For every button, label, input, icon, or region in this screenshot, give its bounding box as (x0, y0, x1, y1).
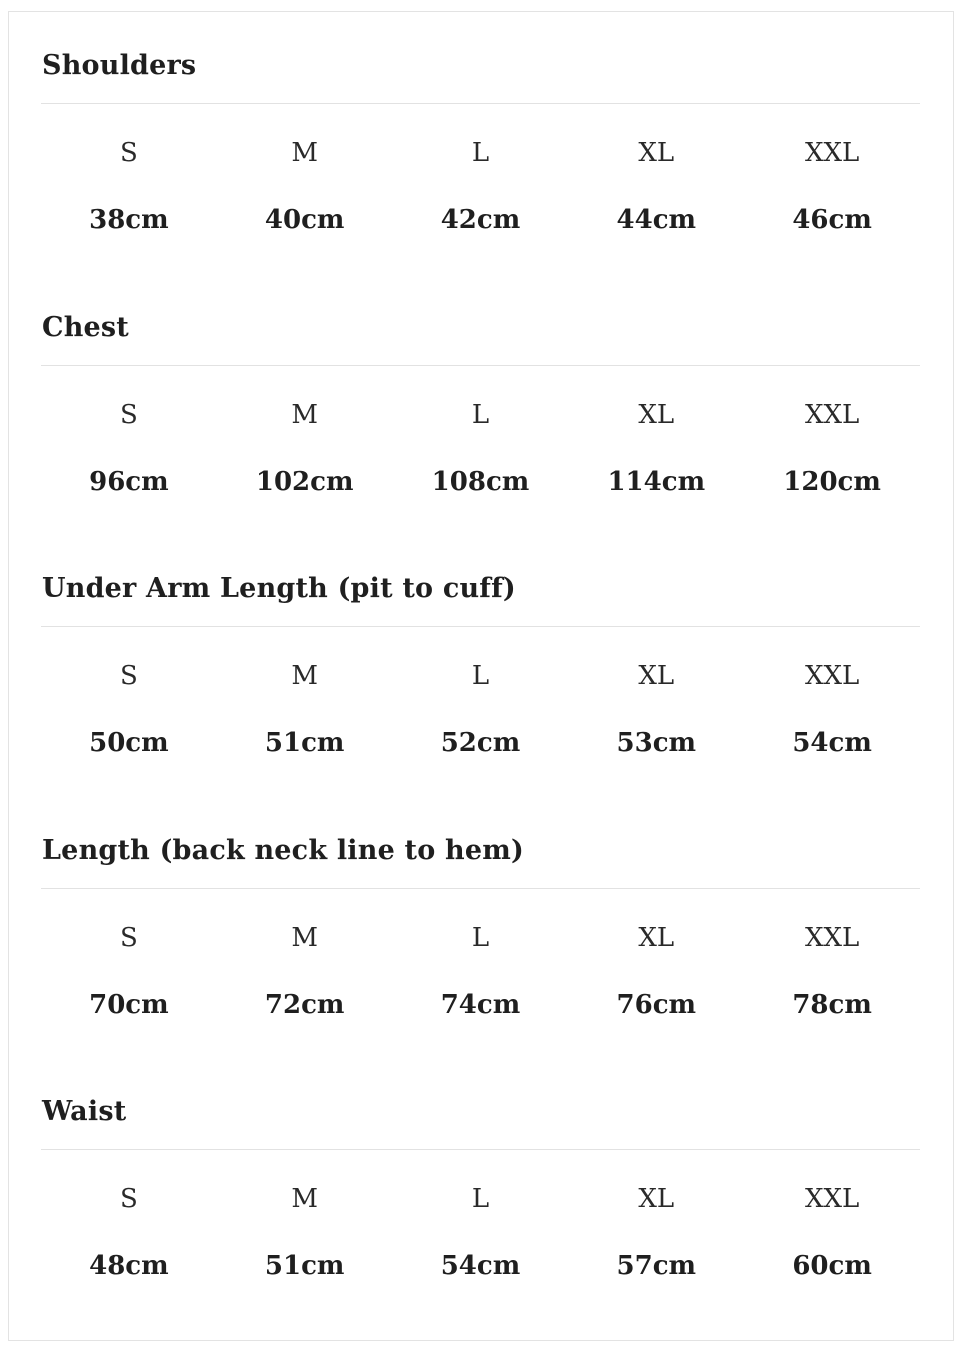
section-title: Waist (42, 1096, 127, 1127)
size-label-xl: XL (638, 138, 675, 168)
size-label-xxl: XXL (804, 400, 860, 430)
section-divider (41, 1149, 920, 1150)
size-label-l: L (471, 138, 490, 168)
measurement-value-xl: 114cm (607, 467, 706, 497)
size-label-s: S (119, 400, 138, 430)
size-label-m: M (291, 1184, 318, 1214)
size-label-m: M (291, 400, 318, 430)
section-title: Under Arm Length (pit to cuff) (42, 573, 516, 604)
size-labels-row (41, 658, 920, 694)
size-label-s: S (119, 1184, 138, 1214)
size-label-m: M (291, 923, 318, 953)
measurement-value-s: 48cm (89, 1251, 169, 1281)
measurement-value-xxl: 120cm (783, 467, 881, 497)
measurement-value-m: 51cm (264, 728, 345, 758)
size-label-xl: XL (638, 661, 675, 691)
measurement-value-xxl: 46cm (792, 205, 872, 235)
measurement-value-l: 74cm (440, 990, 521, 1020)
size-section-under-arm-length (41, 569, 920, 830)
size-label-l: L (471, 661, 490, 691)
measurement-value-xxl: 54cm (792, 728, 872, 758)
size-label-xxl: XXL (804, 923, 860, 953)
section-title: Shoulders (42, 50, 197, 81)
size-values-row (41, 987, 920, 1023)
size-labels-row (41, 397, 920, 433)
size-label-xxl: XXL (804, 661, 860, 691)
measurement-value-s: 96cm (89, 467, 169, 497)
size-values-row (41, 202, 920, 238)
size-section-length (41, 831, 920, 1092)
size-label-m: M (291, 138, 318, 168)
measurement-value-l: 42cm (440, 205, 521, 235)
size-values-row (41, 725, 920, 761)
size-labels-row (41, 920, 920, 956)
size-label-l: L (471, 400, 490, 430)
size-label-m: M (291, 661, 318, 691)
size-section-shoulders (41, 46, 920, 307)
size-label-s: S (119, 923, 138, 953)
measurement-value-s: 50cm (89, 728, 169, 758)
size-label-xxl: XXL (804, 1184, 860, 1214)
measurement-value-xl: 57cm (616, 1251, 697, 1281)
size-label-l: L (471, 1184, 490, 1214)
measurement-value-m: 51cm (264, 1251, 345, 1281)
section-divider (41, 103, 920, 104)
section-divider (41, 626, 920, 627)
measurement-value-m: 40cm (264, 205, 345, 235)
size-label-s: S (119, 138, 138, 168)
measurement-value-xxl: 78cm (792, 990, 872, 1020)
section-title: Chest (42, 312, 129, 343)
measurement-value-s: 38cm (89, 205, 169, 235)
size-values-row (41, 1248, 920, 1284)
measurement-value-l: 108cm (431, 467, 530, 497)
size-values-row (41, 464, 920, 500)
section-title: Length (back neck line to hem) (42, 835, 524, 866)
measurement-value-l: 54cm (440, 1251, 521, 1281)
measurement-value-s: 70cm (89, 990, 169, 1020)
measurement-value-xl: 44cm (616, 205, 697, 235)
measurement-value-xxl: 60cm (792, 1251, 872, 1281)
section-divider (41, 888, 920, 889)
measurement-value-m: 102cm (255, 467, 354, 497)
size-label-xxl: XXL (804, 138, 860, 168)
size-section-waist (41, 1092, 920, 1353)
size-label-xl: XL (638, 1184, 675, 1214)
measurement-value-m: 72cm (264, 990, 345, 1020)
size-label-xl: XL (638, 923, 675, 953)
size-label-l: L (471, 923, 490, 953)
size-label-xl: XL (638, 400, 675, 430)
measurement-value-xl: 76cm (616, 990, 697, 1020)
measurement-value-xl: 53cm (616, 728, 697, 758)
section-divider (41, 365, 920, 366)
size-label-s: S (119, 661, 138, 691)
size-labels-row (41, 1181, 920, 1217)
measurement-value-l: 52cm (440, 728, 521, 758)
size-labels-row (41, 135, 920, 171)
size-section-chest (41, 308, 920, 569)
